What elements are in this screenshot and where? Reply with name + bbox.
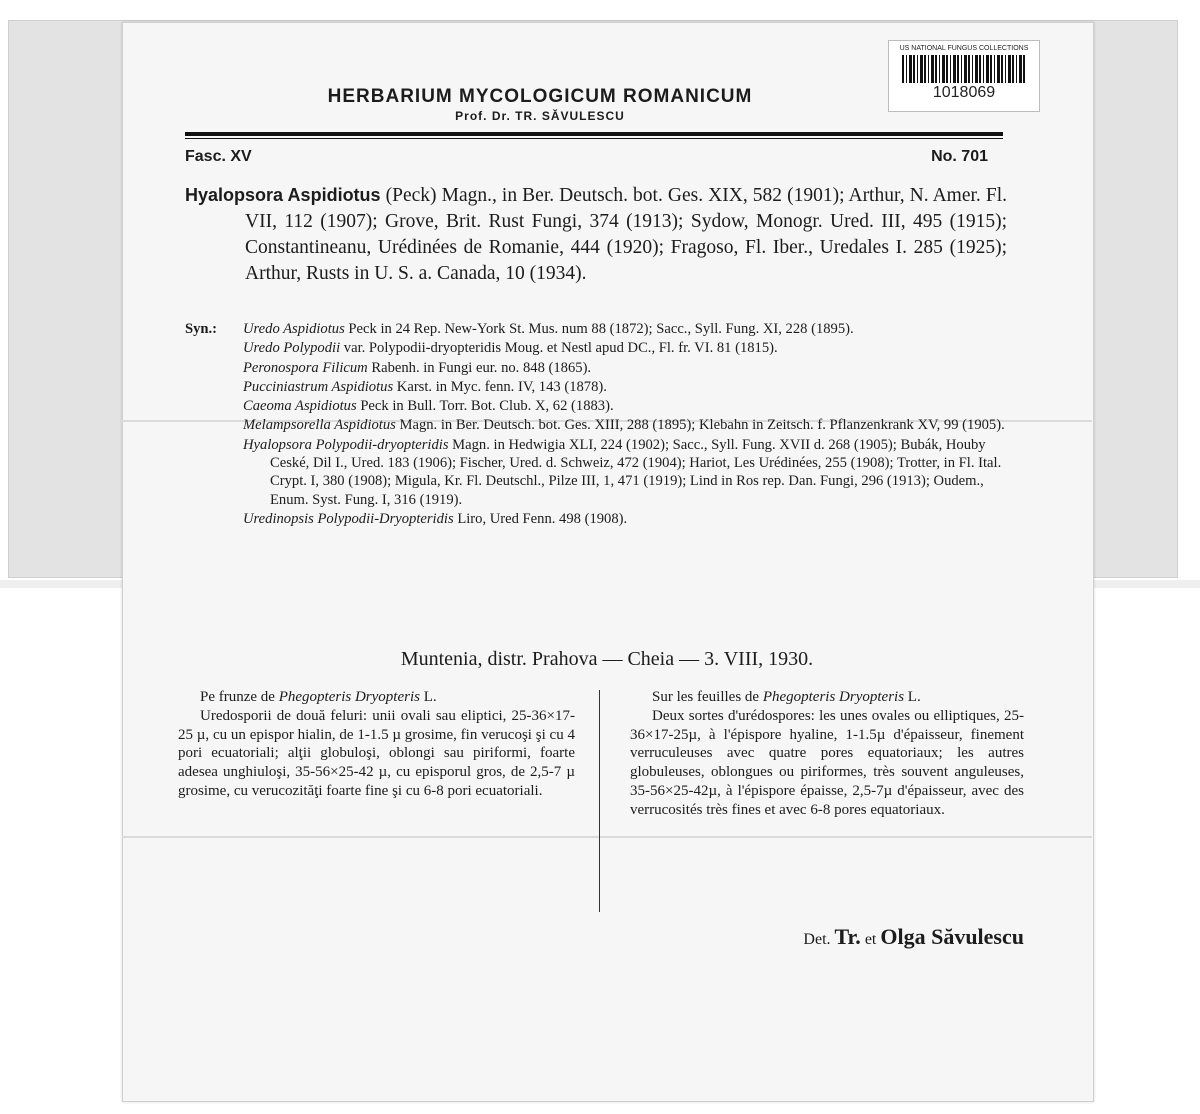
fr-spore-description: Deux sortes d'urédospores: les unes ovales ou elliptiques, 25-36×17-25µ, à l'épispore hyaline, 1-1.5µ d'épaisseur, finement verruculeuses avec quatre pores equatoriaux; les autres globuleuses, oblongues ou piriformes, très souvent anguleuses, 35-56×25-42µ, à l'épispore épaisse, 2,5-7µ d'épaisseur, avec des verrucosités très fines et avec 6-8 pores equatoriaux. bbox=[630, 707, 1024, 818]
sheet-header bbox=[185, 86, 1005, 123]
species-citation-block bbox=[185, 182, 1007, 287]
header-rule-thin bbox=[185, 138, 1003, 139]
accession-label bbox=[888, 40, 1040, 112]
accession-number: 1018069 bbox=[932, 84, 996, 101]
description-french bbox=[630, 688, 1024, 820]
barcode bbox=[902, 55, 1026, 83]
determiner-et: et bbox=[864, 931, 877, 948]
synonym-entry: Melampsorella Aspidiotus Magn. in Ber. Deutsch. bot. Ges. XIII, 288 (1895); Klebahn in Zeitsch. f. Pflanzenkrank XV, 99 (1905). bbox=[243, 417, 1005, 434]
synonym-list bbox=[243, 320, 1007, 529]
header-rule bbox=[185, 132, 1003, 136]
fascicle: Fasc. XV bbox=[185, 148, 252, 165]
determiner-second: Olga Săvulescu bbox=[880, 924, 1024, 949]
synonyms-label: Syn.: bbox=[185, 321, 218, 337]
synonym-entry: Uredo Polypodii var. Polypodii-dryopteridis Moug. et Nestl apud DC., Fl. fr. VI. 81 (1815). bbox=[243, 340, 778, 357]
ro-host-line: Pe frunze de Phegopteris Dryopteris L. bbox=[200, 689, 437, 705]
herbarium-title: HERBARIUM MYCOLOGICUM ROMANICUM bbox=[327, 86, 753, 107]
synonym-entry: Uredinopsis Polypodii-Dryopteridis Liro, Ured Fenn. 498 (1908). bbox=[243, 510, 628, 527]
collection-locality: Muntenia, distr. Prahova — Cheia — 3. VIII, 1930. bbox=[400, 648, 814, 670]
ro-spore-description: Uredosporii de două feluri: unii ovali sau eliptici, 25-36×17-25 µ, cu un epispor hialin, de 1-1.5 µ grosime, fin verucoşi şi cu 4 pori ecuatoriali; alţii globuloşi, oblongi sau piriformi, foarte adesea unghiuloşi, 35-56×25-42 µ, cu episporul gros, de 2,5-7 µ grosime, cu verucozităţi foarte fine şi cu 6-8 pori ecuatoriali. bbox=[178, 707, 575, 799]
synonyms-block bbox=[185, 320, 1007, 529]
description-romanian bbox=[178, 688, 575, 801]
synonym-entry: Uredo Aspidiotus Peck in 24 Rep. New-York St. Mus. num 88 (1872); Sacc., Syll. Fung. XI, 228 (1895). bbox=[243, 321, 854, 337]
determiner-prefix: Det. bbox=[803, 931, 831, 948]
synonym-entry: Pucciniastrum Aspidiotus Karst. in Myc. fenn. IV, 143 (1878). bbox=[243, 378, 607, 395]
species-name: Hyalopsora Aspidiotus bbox=[185, 185, 381, 205]
synonym-entry: Hyalopsora Polypodii-dryopteridis Magn. in Hedwigia XLI, 224 (1902); Sacc., Syll. Fung. XVII d. 268 (1905); Bubák, Houby Ceské, Dil I., Ured. 183 (1906); Fischer, Ured. d. Schweiz, 472 (1904); Hariot, Les Urédinées, 255 (1908); Trotter, in Fl. Ital. Crypt. I, 380 (1908); Migula, Kr. Fl. Deutschl., Pilze III, 1, 471 (1919); Lind in Ros rep. Dan. Fungi, 296 (1913); Oudem., Enum. Syst. Fung. I, 316 (1919). bbox=[243, 436, 1002, 508]
paper-fold bbox=[122, 836, 1092, 838]
fr-host-line: Sur les feuilles de Phegopteris Dryopteris L. bbox=[652, 689, 921, 705]
determiner-first: Tr. bbox=[834, 924, 861, 949]
synonym-entry: Peronospora Filicum Rabenh. in Fungi eur. no. 848 (1865). bbox=[243, 359, 592, 376]
professor-name: Prof. Dr. TR. SĂVULESCU bbox=[455, 109, 625, 123]
species-citation: (Peck) Magn., in Ber. Deutsch. bot. Ges. XIX, 582 (1901); Arthur, N. Amer. Fl. VII, 112 (1907); Grove, Brit. Rust Fungi, 374 (1913); Sydow, Monogr. Ured. III, 495 (1915); Constantineanu, Urédinées de Romanie, 444 (1920); Fragoso, Fl. Iber., Uredales I. 285 (1925); Arthur, Rusts in U. S. a. Canada, 10 (1934). bbox=[245, 185, 1007, 284]
determiner bbox=[700, 924, 1024, 950]
specimen-number: No. 701 bbox=[931, 148, 988, 165]
collection-name: US NATIONAL FUNGUS COLLECTIONS bbox=[899, 45, 1029, 52]
synonym-entry: Caeoma Aspidiotus Peck in Bull. Torr. Bot. Club. X, 62 (1883). bbox=[243, 398, 614, 415]
column-divider bbox=[599, 690, 600, 912]
